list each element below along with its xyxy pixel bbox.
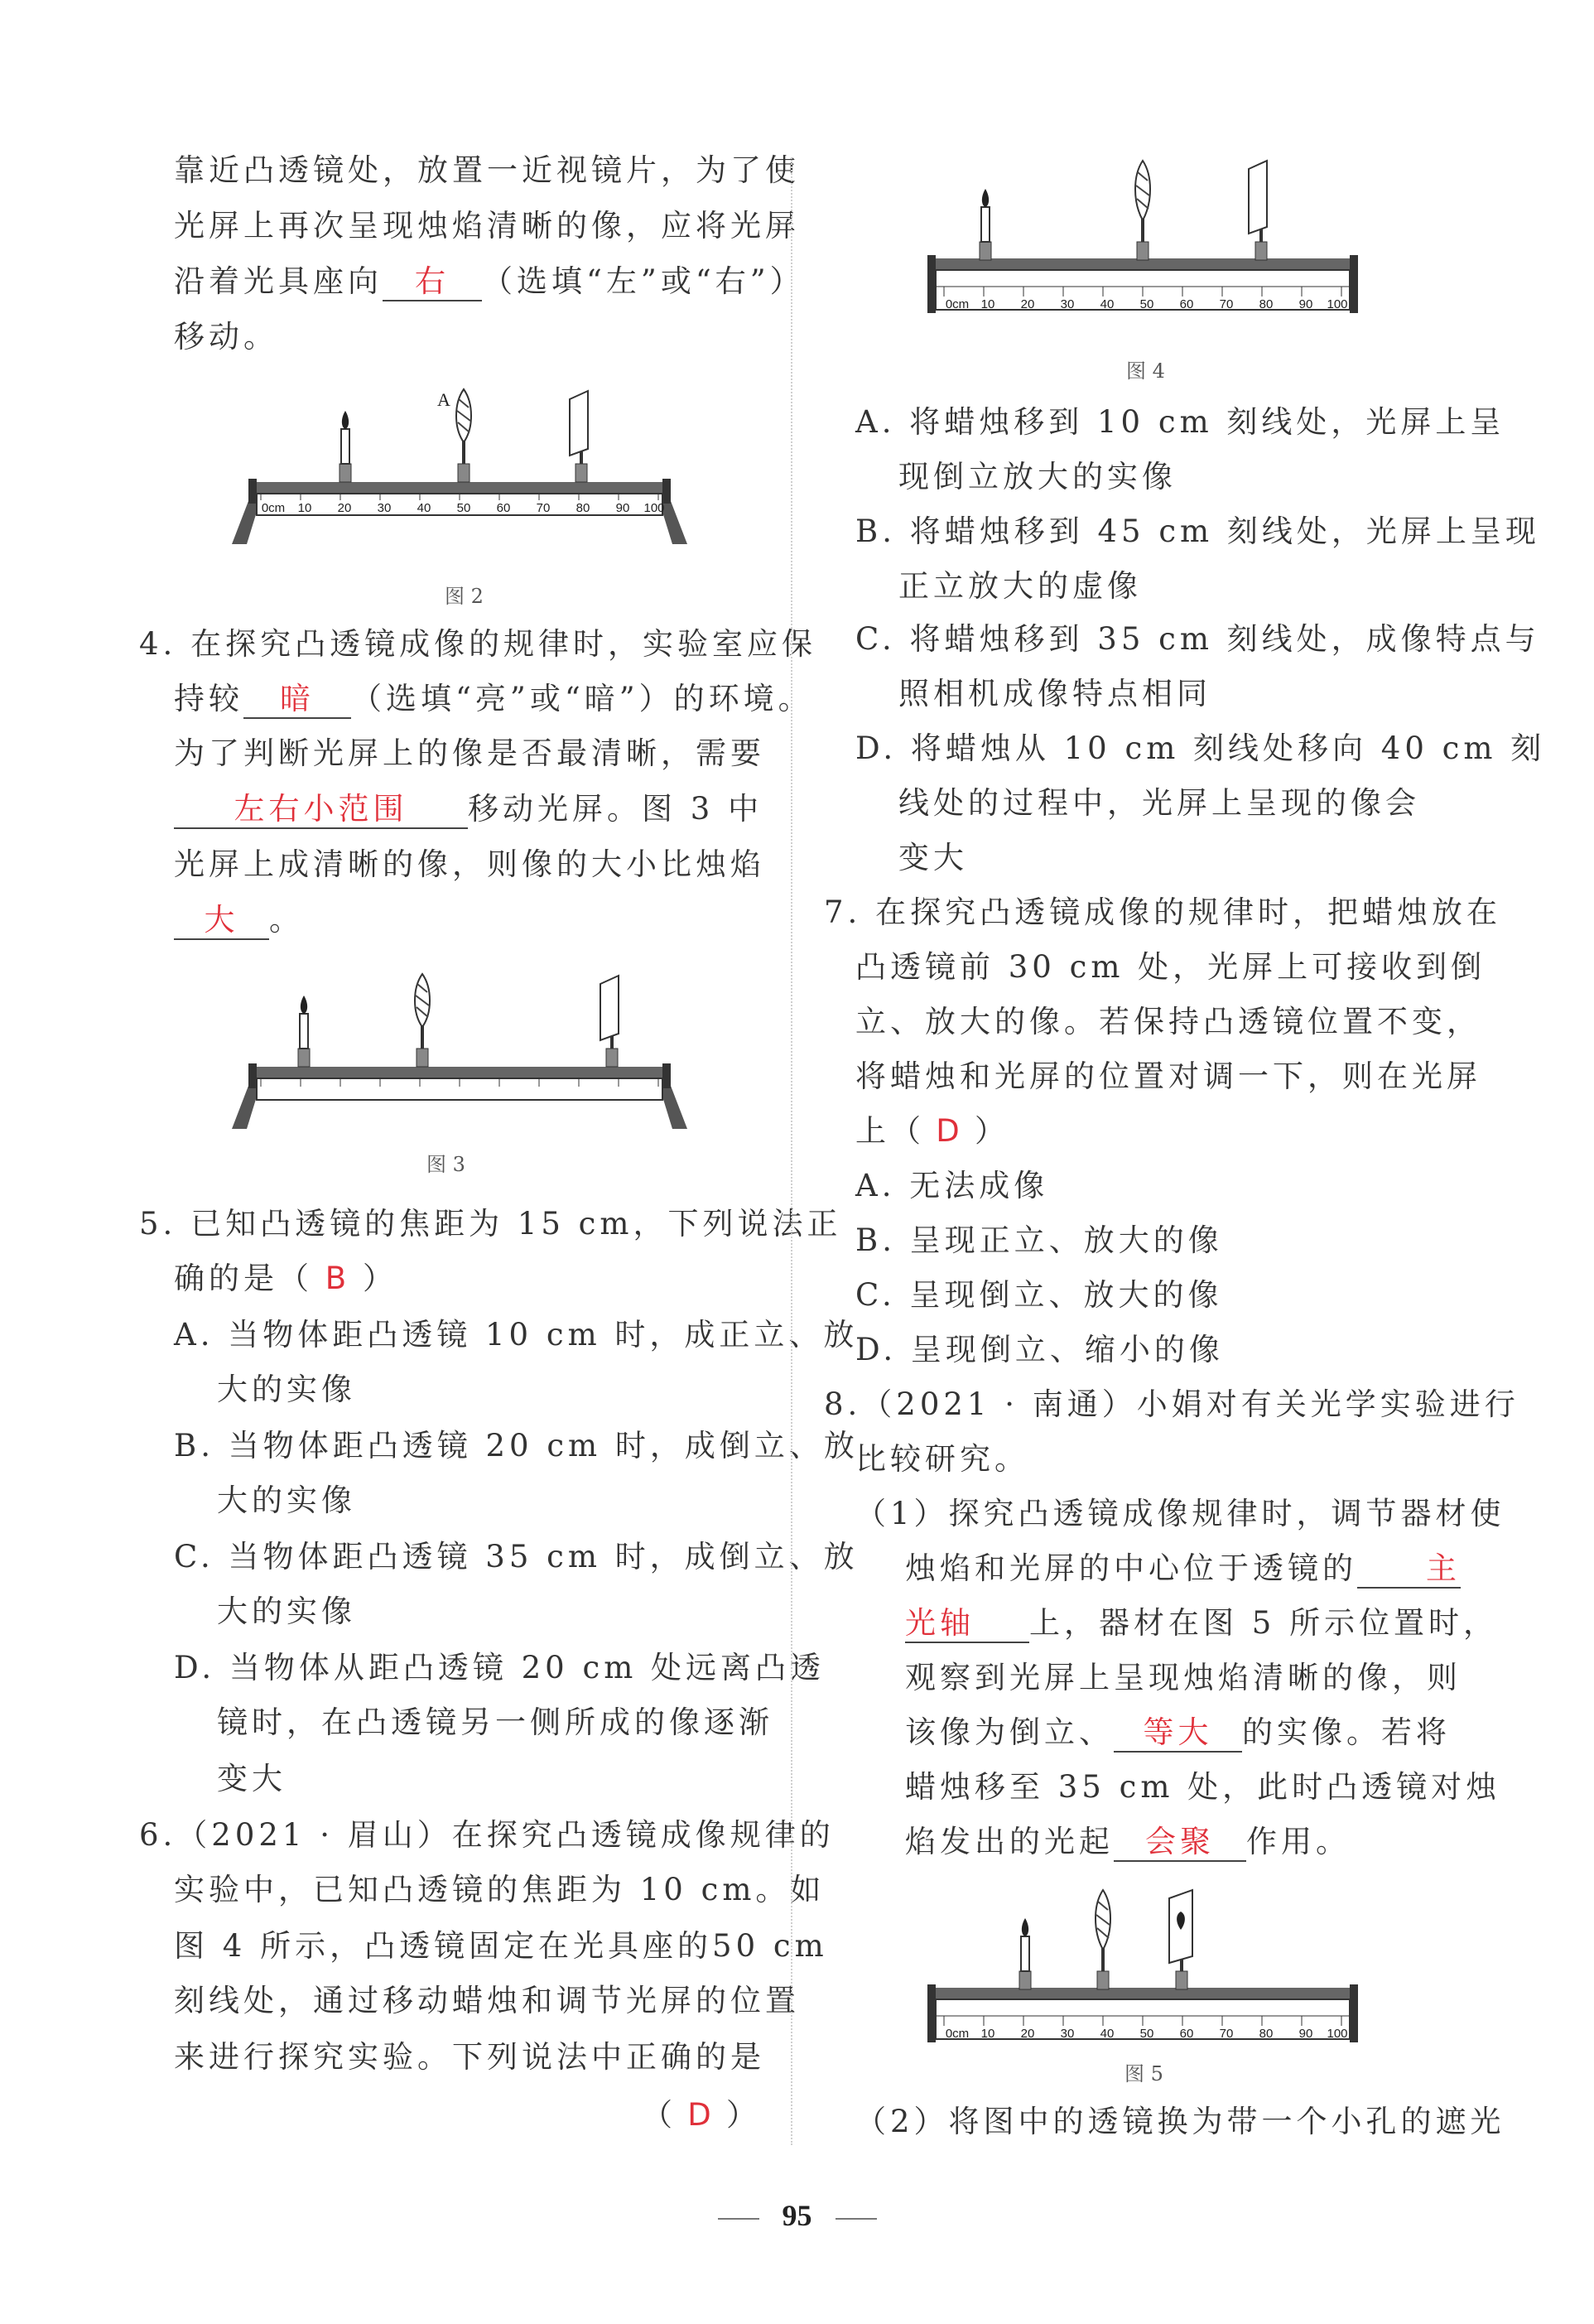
fig5-tick-0: 0cm (945, 2027, 970, 2041)
q7-line-5-post: ） (975, 1113, 1009, 1149)
q6-option-b-1: B. 将蜡烛移到 45 cm 刻线处，光屏上呈现 (855, 513, 1540, 549)
fig5-tick-50: 50 (1139, 2027, 1154, 2041)
fig2-tick-100: 100 (643, 501, 665, 515)
q6-option-b-2: 正立放大的虚像 (898, 568, 1142, 604)
fig5-tick-10: 10 (980, 2027, 995, 2041)
q3-line-2: 光屏上再次呈现烛焰清晰的像，应将光屏 (174, 208, 800, 243)
q5-option-c-1: C. 当物体距凸透镜 35 cm 时，成倒立、放 (174, 1539, 859, 1574)
q7-option-c: C. 呈现倒立、放大的像 (855, 1277, 1223, 1313)
q6-option-a-2: 现倒立放大的实像 (898, 459, 1177, 494)
q6-line-5: 来进行探究实验。下列说法中正确的是 (174, 2039, 765, 2075)
figure-4-caption: 图 4 (1126, 359, 1165, 383)
screen-with-image-icon (1169, 1890, 1192, 1989)
q5-option-b-2: 大的实像 (217, 1483, 356, 1518)
q5-line-1: 5. 已知凸透镜的焦距为 15 cm，下列说法正 (139, 1206, 842, 1242)
q7-option-d: D. 呈现倒立、缩小的像 (855, 1332, 1224, 1367)
q7-option-b: B. 呈现正立、放大的像 (855, 1222, 1223, 1258)
q4-answer-blank-2 (174, 791, 468, 829)
q6-answer-line (642, 2095, 761, 2135)
candle-icon (298, 996, 310, 1067)
q4-answer-blank-1 (243, 681, 351, 719)
q7-option-a: A. 无法成像 (855, 1168, 1049, 1203)
fig4-tick-40: 40 (1100, 297, 1115, 311)
q8-answer-blank-1a (1357, 1550, 1461, 1589)
lens-icon (1135, 161, 1150, 260)
q6-option-a-1: A. 将蜡烛移到 10 cm 刻线处，光屏上呈 (855, 404, 1505, 440)
q4-line-2-text: 持较 (174, 681, 243, 716)
q8-part1-line-4: 观察到光屏上呈现烛焰清晰的像，则 (905, 1660, 1462, 1695)
q5-option-a-2: 大的实像 (217, 1372, 356, 1407)
q4-line-1: 4. 在探究凸透镜成像的规律时，实验室应保 (139, 626, 817, 662)
q8-part1-line-3-post: 上，器材在图 5 所示位置时， (1029, 1605, 1499, 1641)
fig2-tick-50: 50 (456, 501, 471, 515)
q8-answer-1b: 光轴 (905, 1605, 975, 1641)
q8-part2-line-1: （2）将图中的透镜换为带一个小孔的遮光 (855, 2104, 1505, 2139)
footer-dash-left (718, 2218, 759, 2220)
q8-part1-line-7-post: 作用。 (1246, 1824, 1351, 1859)
q8-answer-2: 等大 (1143, 1714, 1213, 1750)
figure-3-optical-bench (224, 967, 696, 1141)
fig4-tick-70: 70 (1219, 297, 1234, 311)
q8-part1-line-7 (905, 1822, 1351, 1862)
q7-answer: D (936, 1113, 964, 1149)
fig2-tick-60: 60 (496, 501, 511, 515)
candle-icon (1019, 1918, 1031, 1989)
figure-2-caption: 图 2 (445, 585, 484, 608)
fig2-tick-80: 80 (575, 501, 590, 515)
q4-line-4-post: 移动光屏。图 3 中 (468, 791, 763, 827)
q8-answer-blank-3 (1114, 1824, 1246, 1862)
fig5-tick-80: 80 (1259, 2027, 1274, 2041)
column-divider (791, 157, 792, 2145)
lens-icon (1096, 1890, 1110, 1989)
fig5-tick-60: 60 (1179, 2027, 1194, 2041)
q4-line-2 (174, 679, 813, 719)
fig2-tick-70: 70 (536, 501, 551, 515)
q6-option-d-2: 线处的过程中，光屏上呈现的像会 (898, 785, 1420, 821)
q4-line-6 (174, 900, 304, 940)
figure-4-optical-bench (911, 151, 1375, 329)
q6-option-d-1: D. 将蜡烛从 10 cm 刻线处移向 40 cm 刻 (855, 730, 1546, 766)
lens-icon (456, 389, 471, 482)
q6-answer-close: ） (726, 2097, 761, 2133)
fig5-tick-40: 40 (1100, 2027, 1115, 2041)
q7-line-1: 7. 在探究凸透镜成像的规律时，把蜡烛放在 (824, 894, 1502, 930)
q6-option-c-2: 照相机成像特点相同 (898, 676, 1211, 711)
q7-line-2: 凸透镜前 30 cm 处，光屏上可接收到倒 (855, 949, 1486, 985)
q3-line-4: 移动。 (174, 319, 278, 354)
q3-line-3 (174, 262, 805, 301)
figure-5-optical-bench (911, 1880, 1375, 2058)
fig4-tick-90: 90 (1298, 297, 1313, 311)
q6-line-2: 实验中，已知凸透镜的焦距为 10 cm。如 (174, 1872, 826, 1907)
q7-line-3: 立、放大的像。若保持凸透镜位置不变， (855, 1004, 1481, 1039)
fig5-tick-100: 100 (1327, 2027, 1348, 2041)
q4-answer-1: 暗 (280, 681, 315, 716)
fig2-tick-30: 30 (377, 501, 392, 515)
q8-part1-line-5-text: 该像为倒立、 (905, 1714, 1114, 1750)
figure-2-optical-bench (224, 383, 696, 557)
q8-part1-line-5 (905, 1713, 1451, 1753)
q5-option-d-3: 变大 (217, 1761, 287, 1796)
q6-line-3: 图 4 所示，凸透镜固定在光具座的50 cm (174, 1928, 828, 1964)
q7-line-5-text: 上（ (855, 1113, 925, 1149)
q6-answer: D (687, 2097, 715, 2133)
fig4-tick-50: 50 (1139, 297, 1154, 311)
q4-answer-2: 左右小范围 (234, 791, 408, 827)
q6-option-d-3: 变大 (898, 840, 968, 875)
q8-part1-line-1: （1）探究凸透镜成像规律时，调节器材使 (855, 1496, 1505, 1531)
q8-part1-line-2 (905, 1549, 1461, 1589)
q3-line-3-post: （选填“左”或“右”） (482, 263, 805, 299)
fig5-tick-90: 90 (1298, 2027, 1313, 2041)
fig4-tick-100: 100 (1327, 297, 1348, 311)
q6-option-c-1: C. 将蜡烛移到 35 cm 刻线处，成像特点与 (855, 621, 1540, 657)
q5-option-a-1: A. 当物体距凸透镜 10 cm 时，成正立、放 (174, 1317, 859, 1352)
q8-part1-line-6: 蜡烛移至 35 cm 处，此时凸透镜对烛 (905, 1769, 1501, 1805)
figure-3-caption: 图 3 (426, 1153, 465, 1176)
fig2-tick-10: 10 (297, 501, 312, 515)
q4-line-2-post: （选填“亮”或“暗”）的环境。 (351, 681, 813, 716)
q8-part1-line-3 (905, 1603, 1498, 1643)
screen-icon (600, 976, 619, 1067)
q8-line-2: 比较研究。 (855, 1441, 1029, 1477)
fig5-tick-20: 20 (1020, 2027, 1035, 2041)
fig2-tick-40: 40 (417, 501, 431, 515)
fig4-tick-30: 30 (1060, 297, 1075, 311)
fig2-tick-0: 0cm (261, 501, 286, 515)
fig5-tick-30: 30 (1060, 2027, 1075, 2041)
q6-line-4: 刻线处，通过移动蜡烛和调节光屏的位置 (174, 1983, 800, 2018)
q5-line-2 (174, 1259, 397, 1299)
q4-answer-blank-3 (174, 902, 269, 940)
q4-line-3: 为了判断光屏上的像是否最清晰，需要 (174, 735, 765, 771)
q8-part1-line-2-text: 烛焰和光屏的中心位于透镜的 (905, 1550, 1357, 1586)
q5-option-c-2: 大的实像 (217, 1594, 356, 1629)
q5-option-d-2: 镜时，在凸透镜另一侧所成的像逐渐 (217, 1704, 773, 1740)
q8-answer-1a: 主 (1426, 1550, 1461, 1586)
page-number-footer (0, 2198, 1594, 2233)
q8-answer-3: 会聚 (1145, 1824, 1215, 1859)
fig2-tick-90: 90 (615, 501, 630, 515)
q3-answer: 右 (415, 263, 450, 299)
q7-line-5 (855, 1111, 1009, 1151)
fig4-tick-60: 60 (1179, 297, 1194, 311)
q4-line-6-post: 。 (269, 902, 304, 938)
fig2-tick-20: 20 (337, 501, 352, 515)
fig4-tick-80: 80 (1259, 297, 1274, 311)
q6-line-1: 6.（2021 · 眉山）在探究凸透镜成像规律的 (139, 1817, 835, 1853)
q4-line-4 (174, 789, 763, 829)
q5-option-d-1: D. 当物体从距凸透镜 20 cm 处远离凸透 (174, 1650, 826, 1685)
q3-answer-blank (383, 263, 482, 301)
q6-answer-open: （ (642, 2097, 677, 2133)
candle-icon (340, 411, 351, 482)
fig5-tick-70: 70 (1219, 2027, 1234, 2041)
q5-option-b-1: B. 当物体距凸透镜 20 cm 时，成倒立、放 (174, 1428, 859, 1463)
fig4-tick-10: 10 (980, 297, 995, 311)
q4-answer-3: 大 (204, 902, 239, 938)
q5-answer: B (325, 1261, 351, 1296)
q5-line-2-post: ） (363, 1261, 397, 1296)
lens-label-a: A (437, 389, 450, 410)
figure-5-caption: 图 5 (1124, 2062, 1163, 2085)
q3-line-3-text: 沿着光具座向 (174, 263, 383, 299)
q8-answer-blank-2 (1114, 1714, 1242, 1753)
q3-line-1: 靠近凸透镜处，放置一近视镜片，为了使 (174, 152, 800, 188)
screen-icon (570, 391, 588, 482)
q7-line-4: 将蜡烛和光屏的位置对调一下，则在光屏 (855, 1058, 1481, 1094)
lens-icon (415, 974, 430, 1067)
q8-answer-blank-1b (905, 1605, 1029, 1643)
q4-line-5: 光屏上成清晰的像，则像的大小比烛焰 (174, 846, 765, 882)
q5-line-2-text: 确的是（ (174, 1261, 313, 1296)
fig4-tick-0: 0cm (945, 297, 970, 311)
fig4-tick-20: 20 (1020, 297, 1035, 311)
q8-part1-line-7-text: 焰发出的光起 (905, 1824, 1114, 1859)
candle-icon (980, 189, 991, 260)
page-number: 95 (782, 2199, 812, 2232)
q8-part1-line-5-post: 的实像。若将 (1242, 1714, 1451, 1750)
screen-icon (1249, 161, 1267, 260)
footer-dash-right (836, 2218, 877, 2220)
q8-line-1: 8.（2021 · 南通）小娟对有关光学实验进行 (824, 1386, 1519, 1422)
